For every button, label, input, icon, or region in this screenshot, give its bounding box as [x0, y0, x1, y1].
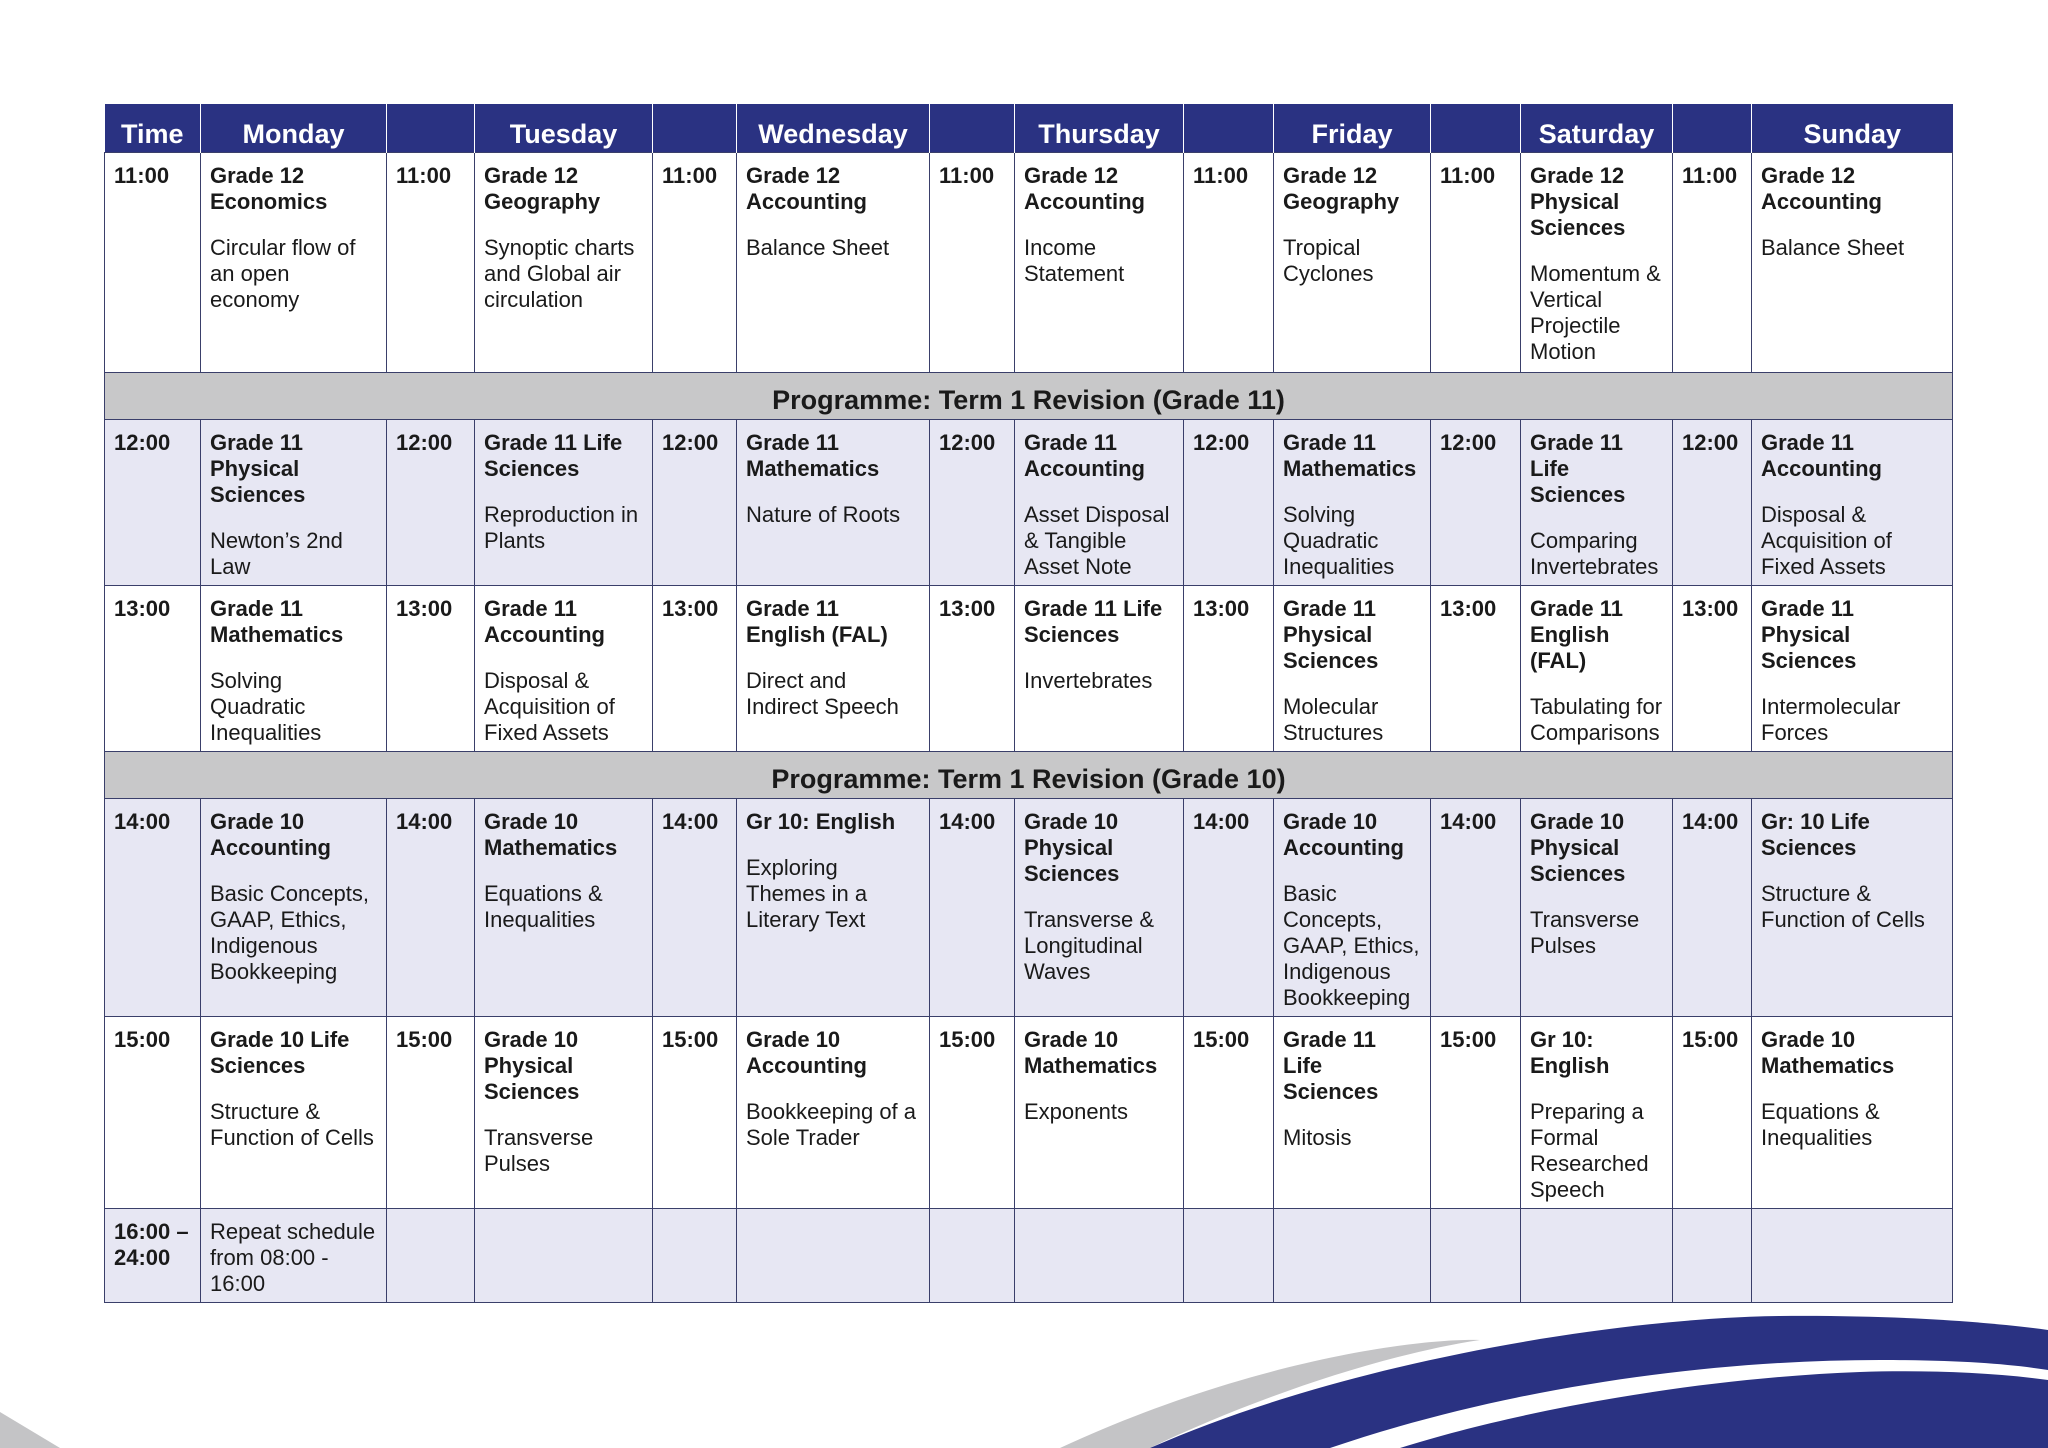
time-cell: 15:00: [105, 1017, 201, 1209]
session-subject: Grade 12 Physical Sciences: [1530, 163, 1626, 240]
header-tuesday: Tuesday: [475, 104, 653, 153]
time-cell: 11:00: [387, 153, 475, 373]
session-topic: Basic Concepts, GAAP, Ethics, Indigenous Bookkeeping: [210, 881, 369, 984]
header-sunday: Sunday: [1752, 104, 1953, 153]
session-cell: [1752, 799, 1953, 1017]
table-row: [105, 1209, 1953, 1303]
session-cell: [1015, 799, 1184, 1017]
session-cell: [1015, 586, 1184, 752]
header-wednesday: Wednesday: [737, 104, 930, 153]
time-cell: 15:00: [1431, 1017, 1521, 1209]
session-topic: Equations & Inequalities: [484, 881, 603, 932]
header-row: [105, 104, 1953, 153]
session-cell: [201, 153, 387, 373]
session-cell: [475, 799, 653, 1017]
table-row: [105, 420, 1953, 586]
time-cell: 13:00: [105, 586, 201, 752]
session-cell: [1274, 586, 1431, 752]
session-cell: [1274, 153, 1431, 373]
session-subject: Grade 10 Accounting: [210, 809, 331, 860]
session-topic: Nature of Roots: [746, 502, 901, 527]
empty-cell: [1015, 1209, 1184, 1303]
time-cell: 15:00: [1673, 1017, 1752, 1209]
time-cell: 14:00: [1184, 799, 1274, 1017]
session-subject: Grade 12 Accounting: [1761, 163, 1882, 214]
table-row: [105, 799, 1953, 1017]
header-thursday: Thursday: [1015, 104, 1184, 153]
time-cell: 13:00: [653, 586, 737, 752]
time-cell: 12:00: [653, 420, 737, 586]
section-banner: [105, 373, 1953, 420]
header-spacer: [653, 104, 737, 153]
session-subject: Grade 12 Geography: [484, 163, 601, 214]
session-subject: Grade 11 Physical Sciences: [210, 430, 306, 507]
section-banner-title: Programme: Term 1 Revision (Grade 11): [105, 373, 1953, 420]
empty-cell: [1673, 1209, 1752, 1303]
session-cell: [737, 1017, 930, 1209]
session-cell: [475, 420, 653, 586]
empty-cell: [653, 1209, 737, 1303]
empty-cell: [737, 1209, 930, 1303]
session-subject: Grade 11 Accounting: [1024, 430, 1145, 481]
session-subject: Grade 10 Mathematics: [1024, 1027, 1158, 1078]
session-topic: Transverse & Longitudinal Waves: [1024, 907, 1155, 984]
repeat-note: Repeat schedule from 08:00 - 16:00: [201, 1209, 387, 1303]
session-cell: [1521, 153, 1673, 373]
session-topic: Balance Sheet: [1761, 235, 1905, 260]
time-cell: 15:00: [1184, 1017, 1274, 1209]
session-topic: Income Statement: [1024, 235, 1125, 286]
session-subject: Grade 11 Accounting: [484, 596, 605, 647]
session-subject: Grade 11 Mathematics: [210, 596, 344, 647]
session-cell: [475, 586, 653, 752]
session-topic: Basic Concepts, GAAP, Ethics, Indigenous Bookkeeping: [1283, 881, 1420, 1010]
empty-cell: [1521, 1209, 1673, 1303]
session-cell: [475, 1017, 653, 1209]
session-cell: [1752, 420, 1953, 586]
session-subject: Grade 10 Mathematics: [1761, 1027, 1895, 1078]
session-subject: Grade 11 Life Sciences: [484, 430, 623, 481]
session-cell: [1521, 1017, 1673, 1209]
section-banner: [105, 752, 1953, 799]
session-cell: [201, 586, 387, 752]
decorative-wave: [0, 1300, 2048, 1448]
session-topic: Circular flow of an open economy: [210, 235, 356, 312]
session-topic: Solving Quadratic Inequalities: [210, 668, 322, 745]
header-time: Time: [105, 104, 201, 153]
session-topic: Comparing Invertebrates: [1530, 528, 1659, 579]
empty-cell: [387, 1209, 475, 1303]
session-topic: Bookkeeping of a Sole Trader: [746, 1099, 917, 1150]
session-cell: [1521, 799, 1673, 1017]
session-subject: Grade 12 Accounting: [1024, 163, 1145, 214]
session-subject: Grade 11 Physical Sciences: [1283, 596, 1379, 673]
session-topic: Exploring Themes in a Literary Text: [746, 855, 868, 932]
time-cell: 14:00: [930, 799, 1015, 1017]
session-subject: Grade 11 Physical Sciences: [1761, 596, 1857, 673]
session-topic: Transverse Pulses: [1530, 907, 1640, 958]
header-friday: Friday: [1274, 104, 1431, 153]
session-subject: Gr 10: English: [746, 809, 896, 834]
session-topic: Direct and Indirect Speech: [746, 668, 899, 719]
table-row: [105, 1017, 1953, 1209]
session-subject: Grade 11 Mathematics: [746, 430, 880, 481]
session-topic: Solving Quadratic Inequalities: [1283, 502, 1395, 579]
session-subject: Grade 11 Life Sciences: [1283, 1027, 1379, 1104]
session-cell: [737, 420, 930, 586]
time-cell: 15:00: [930, 1017, 1015, 1209]
time-cell: 11:00: [1184, 153, 1274, 373]
time-cell: 12:00: [1184, 420, 1274, 586]
time-cell: 16:00 – 24:00: [105, 1209, 201, 1303]
session-subject: Grade 10 Physical Sciences: [1024, 809, 1120, 886]
time-cell: 12:00: [105, 420, 201, 586]
session-subject: Gr 10: English: [1530, 1027, 1610, 1078]
session-topic: Transverse Pulses: [484, 1125, 594, 1176]
session-cell: [1274, 799, 1431, 1017]
session-subject: Grade 10 Life Sciences: [210, 1027, 350, 1078]
session-subject: Grade 12 Accounting: [746, 163, 867, 214]
empty-cell: [1184, 1209, 1274, 1303]
session-cell: [1274, 420, 1431, 586]
header-saturday: Saturday: [1521, 104, 1673, 153]
session-topic: Newton’s 2nd Law: [210, 528, 343, 579]
time-cell: 14:00: [1431, 799, 1521, 1017]
section-banner-title: Programme: Term 1 Revision (Grade 10): [105, 752, 1953, 799]
empty-cell: [930, 1209, 1015, 1303]
session-topic: Preparing a Formal Researched Speech: [1530, 1099, 1649, 1202]
time-cell: 11:00: [653, 153, 737, 373]
session-subject: Grade 12 Economics: [210, 163, 328, 214]
session-cell: [1015, 420, 1184, 586]
session-cell: [1752, 153, 1953, 373]
session-subject: Grade 11 English (FAL): [746, 596, 888, 647]
session-cell: [1521, 586, 1673, 752]
session-cell: [737, 799, 930, 1017]
session-cell: [1015, 153, 1184, 373]
session-topic: Molecular Structures: [1283, 694, 1384, 745]
session-topic: Reproduction in Plants: [484, 502, 639, 553]
session-topic: Structure & Function of Cells: [210, 1099, 374, 1150]
table-row: [105, 586, 1953, 752]
header-spacer: [1431, 104, 1521, 153]
session-subject: Grade 10 Accounting: [746, 1027, 867, 1078]
time-cell: 13:00: [930, 586, 1015, 752]
header-monday: Monday: [201, 104, 387, 153]
header-spacer: [1184, 104, 1274, 153]
header-spacer: [930, 104, 1015, 153]
session-topic: Invertebrates: [1024, 668, 1153, 693]
session-cell: [1015, 1017, 1184, 1209]
empty-cell: [1274, 1209, 1431, 1303]
empty-cell: [475, 1209, 653, 1303]
session-subject: Grade 12 Geography: [1283, 163, 1400, 214]
time-cell: 15:00: [387, 1017, 475, 1209]
session-topic: Balance Sheet: [746, 235, 890, 260]
time-cell: 13:00: [1184, 586, 1274, 752]
wave-grey-left: [0, 1412, 60, 1448]
session-cell: [475, 153, 653, 373]
session-cell: [1274, 1017, 1431, 1209]
time-cell: 11:00: [1673, 153, 1752, 373]
time-cell: 14:00: [653, 799, 737, 1017]
session-topic: Tabulating for Comparisons: [1530, 694, 1663, 745]
session-subject: Grade 10 Physical Sciences: [484, 1027, 580, 1104]
session-topic: Mitosis: [1283, 1125, 1352, 1150]
session-subject: Gr: 10 Life Sciences: [1761, 809, 1870, 860]
time-cell: 12:00: [387, 420, 475, 586]
time-cell: 11:00: [1431, 153, 1521, 373]
session-subject: Grade 10 Mathematics: [484, 809, 618, 860]
time-cell: 11:00: [930, 153, 1015, 373]
header-spacer: [387, 104, 475, 153]
time-cell: 14:00: [387, 799, 475, 1017]
time-cell: 13:00: [1431, 586, 1521, 752]
session-subject: Grade 11 Life Sciences: [1024, 596, 1163, 647]
session-topic: Disposal & Acquisition of Fixed Assets: [1761, 502, 1892, 579]
schedule-table: [104, 104, 1953, 1303]
session-subject: Grade 11 Accounting: [1761, 430, 1882, 481]
session-cell: [1752, 1017, 1953, 1209]
time-cell: 12:00: [930, 420, 1015, 586]
session-subject: Grade 10 Physical Sciences: [1530, 809, 1626, 886]
session-cell: [201, 420, 387, 586]
session-topic: Exponents: [1024, 1099, 1128, 1124]
session-subject: Grade 11 Life Sciences: [1530, 430, 1626, 507]
session-subject: Grade 11 English (FAL): [1530, 596, 1623, 673]
session-topic: Tropical Cyclones: [1283, 235, 1374, 286]
session-cell: [1752, 586, 1953, 752]
table-row: [105, 153, 1953, 373]
session-subject: Grade 11 Mathematics: [1283, 430, 1417, 481]
session-topic: Equations & Inequalities: [1761, 1099, 1880, 1150]
session-cell: [201, 799, 387, 1017]
session-topic: Intermolecular Forces: [1761, 694, 1901, 745]
empty-cell: [1752, 1209, 1953, 1303]
empty-cell: [1431, 1209, 1521, 1303]
session-topic: Disposal & Acquisition of Fixed Assets: [484, 668, 615, 745]
session-subject: Grade 10 Accounting: [1283, 809, 1404, 860]
time-cell: 14:00: [105, 799, 201, 1017]
session-topic: Momentum & Vertical Projectile Motion: [1530, 261, 1661, 364]
time-cell: 13:00: [1673, 586, 1752, 752]
session-cell: [737, 153, 930, 373]
session-cell: [201, 1017, 387, 1209]
time-cell: 13:00: [387, 586, 475, 752]
time-cell: 14:00: [1673, 799, 1752, 1017]
time-cell: 15:00: [653, 1017, 737, 1209]
time-cell: 12:00: [1431, 420, 1521, 586]
session-topic: Asset Disposal & Tangible Asset Note: [1024, 502, 1170, 579]
time-cell: 12:00: [1673, 420, 1752, 586]
time-cell: 11:00: [105, 153, 201, 373]
session-cell: [737, 586, 930, 752]
session-topic: Structure & Function of Cells: [1761, 881, 1925, 932]
session-topic: Synoptic charts and Global air circulation: [484, 235, 635, 312]
session-cell: [1521, 420, 1673, 586]
header-spacer: [1673, 104, 1752, 153]
